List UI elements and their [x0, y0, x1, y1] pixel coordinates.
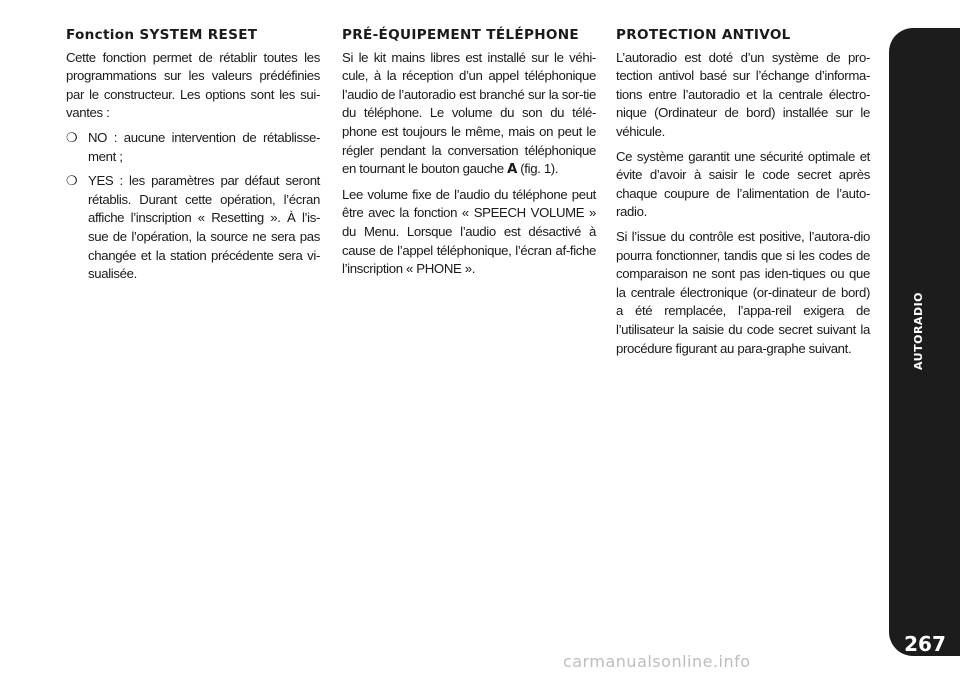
section-heading-system-reset: Fonction SYSTEM RESET	[66, 27, 258, 43]
column-system-reset	[66, 24, 320, 290]
chapter-label	[910, 291, 934, 370]
phone-paragraph-2: Lee volume fixe de l’audio du téléphone peut être avec la fonction « SPEECH VOLUME » du Menu. Lorsque l’audio est désactivé à cause de l’appel téléphonique, l’écran af-fiche l’inscription « PHONE ».	[342, 186, 596, 277]
phone-paragraph-1	[342, 49, 596, 180]
knob-key-label: A	[507, 162, 517, 178]
phone-p1-text: Si le kit mains libres est installé sur le véhi-cule, à la réception d’un appel téléphonique l’audio de l’autoradio est branché sur la sor-tie du téléphone. Le volume du son du télé-phone est toujours le même, mais on peut le régler pendant la conversation téléphonique en tournant le bouton gauche	[342, 49, 596, 177]
reset-options-list	[66, 129, 320, 284]
phone-p1-fig-ref: (fig. 1).	[516, 161, 559, 177]
watermark: carmanualsonline.info	[563, 652, 751, 671]
column-phone-prewiring	[342, 24, 596, 285]
page-number: 267	[904, 632, 946, 656]
column-antitheft	[616, 24, 870, 364]
section-heading-phone: PRÉ-ÉQUIPEMENT TÉLÉPHONE	[342, 27, 580, 43]
antitheft-paragraph-3: Si l’issue du contrôle est positive, l’autora-dio pourra fonctionner, tandis que si les codes de comparaison ne sont pas iden-tiques ou que la centrale électronique (or-dinateur de bord) a été remplacée, l’appa-reil exigera de l’utilisateur la saisie du code secret suivant la procédure figurant au para-graphe suivant.	[616, 228, 870, 356]
antitheft-paragraph-1: L’autoradio est doté d’un système de pro-tection antivol basé sur l’échange d’informa-tions entre l’autoradio et la centrale électro-nique (Ordinateur de bord) installée sur le véhicule.	[616, 49, 870, 139]
chapter-label-text: AUTORADIO	[912, 291, 925, 370]
system-reset-intro: Cette fonction permet de rétablir toutes les programmations sur les valeurs prédéfinies par le constructeur. Les options sont les sui-vantes :	[66, 49, 320, 121]
option-text-no: NO : aucune intervention de rétablisse-ment ;	[88, 129, 320, 164]
section-heading-antitheft: PROTECTION ANTIVOL	[616, 27, 791, 43]
list-item	[66, 172, 320, 284]
circle-bullet-icon: ❍	[66, 129, 78, 145]
circle-bullet-icon: ❍	[66, 173, 78, 189]
list-item	[66, 129, 320, 166]
antitheft-paragraph-2: Ce système garantit une sécurité optimale et évite d’avoir à saisir le code secret après chaque coupure de l’alimentation de l’auto-radio.	[616, 148, 870, 220]
option-text-yes: YES : les paramètres par défaut seront rétablis. Durant cette opération, l’écran affiche l’inscription « Resetting ». À l’is-sue de l’opération, la source ne sera pas changée et la station précédente sera vi-sualisée.	[88, 173, 320, 282]
